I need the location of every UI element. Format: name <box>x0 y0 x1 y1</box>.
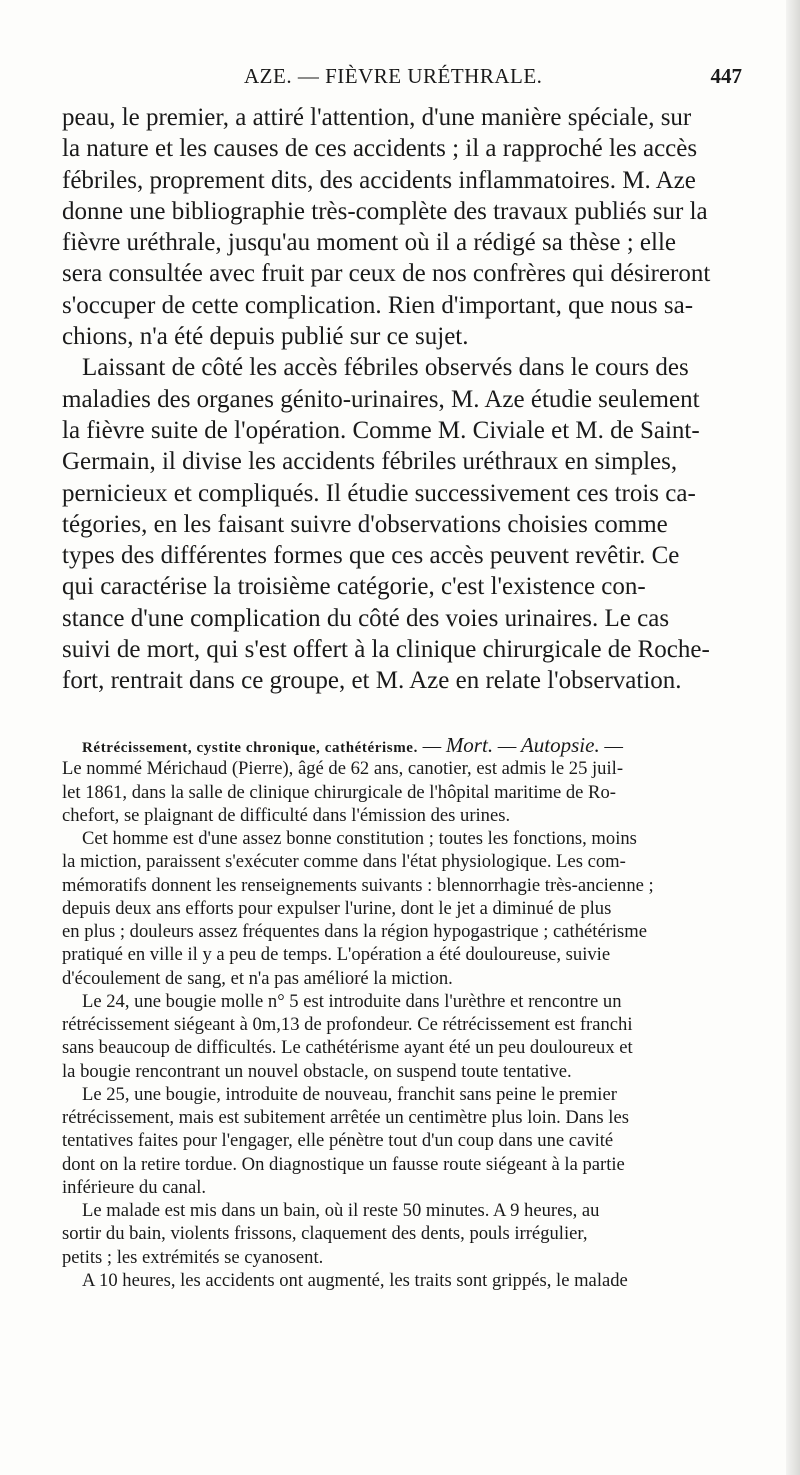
text-line: tégories, en les faisant suivre d'observations choisies comme <box>62 510 668 538</box>
text-line: peau, le premier, a attiré l'attention, d'une manière spéciale, sur <box>62 104 692 131</box>
case-line: chefort, se plaignant de difficulté dans l'émission des urines. <box>62 804 511 826</box>
case-title-dash: — <box>493 736 521 757</box>
page-header <box>244 64 742 94</box>
case-line: dont on la retire tordue. On diagnostique un fausse route siégeant à la partie <box>62 1153 625 1175</box>
case-line: petits ; les extrémités se cyanosent. <box>62 1246 324 1268</box>
text-line: types des différentes formes que ces accès peuvent revêtir. Ce <box>62 542 680 570</box>
case-line: inférieure du canal. <box>62 1176 207 1198</box>
case-title-autopsie: Autopsie. <box>520 734 600 757</box>
running-head: AZE. — FIÈVRE URÉTHRALE. <box>244 64 543 88</box>
page-edge-shadow <box>786 0 800 1475</box>
case-line: la bougie rencontrant un nouvel obstacle, on suspend toute tentative. <box>62 1060 572 1082</box>
case-title-mort: Mort. <box>445 734 494 757</box>
case-line: pratiqué en ville il y a peu de temps. L'opération a été douloureuse, suivie <box>62 944 611 966</box>
case-observation <box>62 734 738 1292</box>
case-line: sortir du bain, violents frissons, claquement des dents, pouls irrégulier, <box>62 1223 588 1245</box>
case-line: la miction, paraissent s'exécuter comme dans l'état physiologique. Les com- <box>62 851 626 873</box>
text-line: fièvre uréthrale, jusqu'au moment où il a rédigé sa thèse ; elle <box>62 229 677 257</box>
text-line: pernicieux et compliqués. Il étudie successivement ces trois ca- <box>62 479 696 507</box>
text-line: fort, rentrait dans ce groupe, et M. Aze en relate l'observation. <box>62 667 682 695</box>
case-title-caps: Rétrécissement, cystite chronique, cathétérisme. <box>82 740 418 756</box>
text-line: la fièvre suite de l'opération. Comme M. Civiale et M. de Saint- <box>62 416 700 444</box>
case-line: Cet homme est d'une assez bonne constitution ; toutes les fonctions, moins <box>82 828 637 849</box>
text-line: qui caractérise la troisième catégorie, c'est l'existence con- <box>62 573 646 601</box>
text-line: Germain, il divise les accidents fébriles uréthraux en simples, <box>62 448 678 476</box>
text-line: fébriles, proprement dits, des accidents inflammatoires. M. Aze <box>62 166 696 194</box>
text-line: chions, n'a été depuis publié sur ce sujet. <box>62 323 469 351</box>
case-line: depuis deux ans efforts pour expulser l'urine, dont le jet a diminué de plus <box>62 897 612 919</box>
text-line: stance d'une complication du côté des voies urinaires. Le cas <box>62 604 670 632</box>
text-line: maladies des organes génito-urinaires, M. Aze étudie seulement <box>62 385 700 413</box>
text-line: sera consultée avec fruit par ceux de nos confrères qui désireront <box>62 260 711 288</box>
case-line: tentatives faites pour l'engager, elle pénètre tout d'un coup dans une cavité <box>62 1130 614 1152</box>
case-line: Le 25, une bougie, introduite de nouveau, franchit sans peine le premier <box>82 1083 617 1105</box>
text-line: la nature et les causes de ces accidents ; il a rapproché les accès <box>62 135 698 163</box>
case-line: Le 24, une bougie molle n° 5 est introduite dans l'urèthre et rencontre un <box>82 990 622 1012</box>
case-line: rétrécissement, mais est subitement arrêtée un centimètre plus loin. Dans les <box>62 1107 629 1128</box>
case-line: sans beaucoup de difficultés. Le cathétérisme ayant été un peu douloureux et <box>62 1037 633 1059</box>
case-line: let 1861, dans la salle de clinique chirurgicale de l'hôpital maritime de Ro- <box>62 781 616 803</box>
case-line: rétrécissement siégeant à 0m,13 de profondeur. Ce rétrécissement est franchi <box>62 1014 633 1035</box>
main-text <box>62 102 738 697</box>
case-line: Le nommé Mérichaud (Pierre), âgé de 62 ans, canotier, est admis le 25 juil- <box>62 758 624 780</box>
case-line: en plus ; douleurs assez fréquentes dans la région hypogastrique ; cathétérisme <box>62 921 648 942</box>
case-title-dash: — <box>417 736 446 757</box>
case-line: Le malade est mis dans un bain, où il reste 50 minutes. A 9 heures, au <box>82 1200 600 1221</box>
case-line: mémoratifs donnent les renseignements suivants : blennorrhagie très-ancienne ; <box>62 874 654 896</box>
text-line: donne une bibliographie très-complète des travaux publiés sur la <box>62 197 708 225</box>
page-number: 447 <box>710 64 742 88</box>
text-line: s'occuper de cette complication. Rien d'important, que nous sa- <box>62 291 694 319</box>
case-line: A 10 heures, les accidents ont augmenté, les traits sont grippés, le malade <box>82 1269 628 1291</box>
case-title-dash: — <box>599 736 623 757</box>
text-line: Laissant de côté les accès fébriles observés dans le cours des <box>82 354 689 382</box>
text-line: suivi de mort, qui s'est offert à la clinique chirurgicale de Roche- <box>62 636 710 664</box>
case-title <box>62 734 738 757</box>
case-line: d'écoulement de sang, et n'a pas amélioré la miction. <box>62 967 453 989</box>
